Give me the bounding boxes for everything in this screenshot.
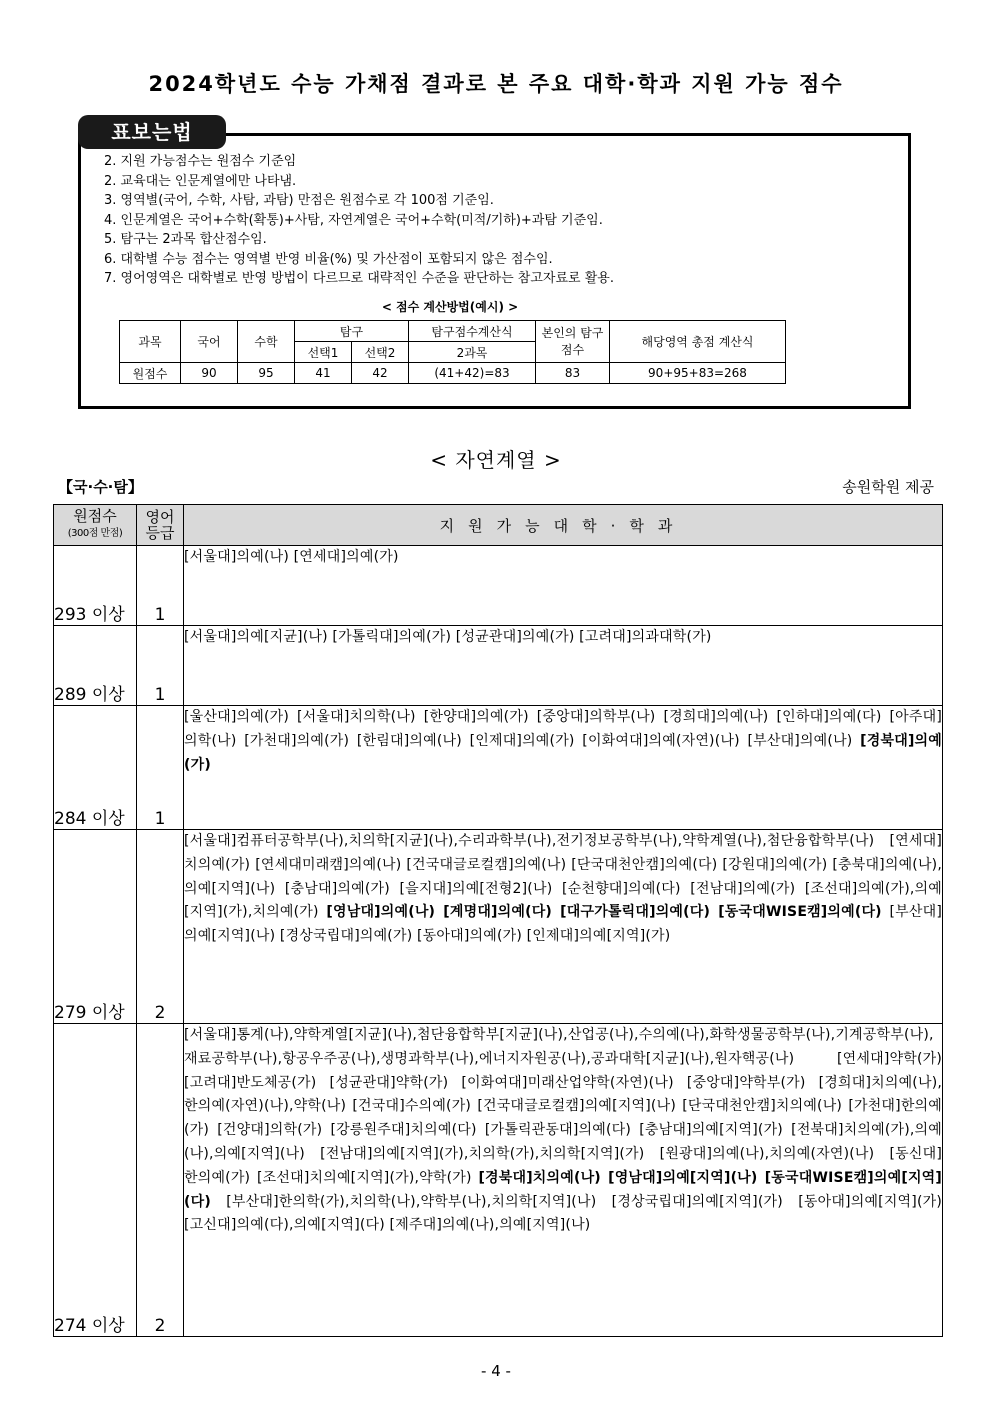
admission-table [53, 504, 943, 1337]
row-universities: [서울대]컴퓨터공학부(나),치의학[지균](나),수리과학부(나),전기정보공학부(나),약학계열(나),첨단융합학부(나) [연세대]치의예(가) [연세대미래캠]의예(나) [건국대글로컬캠]의예(나) [단국대천안캠]의예(다) [강원대]의예(가) [충북대]의예(나),의예[지역](나) [충남대]의예(가) [을지대]의예[전형2](나) [순천향대]의예(다) [전남대]의예(가) [조선대]의예(가),의예[지역](가),치의예(가) [영남대]의예(나) [계명대]의예(다) [대구가톨릭대]의예(다) [동국대WISE캠]의예(다) [부산대]의예[지역](나) [경상국립대]의예(가) [동아대]의예(가) [인제대]의예[지역](가) [184, 830, 943, 1024]
row-universities: [울산대]의예(가) [서울대]치의학(나) [한양대]의예(가) [중앙대]의학부(나) [경희대]의예(나) [인하대]의예(다) [아주대]의학(나) [가천대]의예(가) [한림대]의예(나) [인제대]의예(가) [이화여대]의예(자연)(나) [부산대]의예(나) [경북대]의예(가) [184, 706, 943, 830]
table-row [54, 706, 943, 830]
calc-h-korean: 국어 [181, 321, 238, 363]
row-score: 289 이상 [54, 626, 137, 706]
table-row [54, 830, 943, 1024]
row-grade: 2 [137, 1024, 184, 1337]
row-grade: 1 [137, 626, 184, 706]
row-grade: 2 [137, 830, 184, 1024]
calc-r-formula: (41+42)=83 [409, 363, 536, 384]
header-score: 원점수 (300점 만점) [54, 505, 137, 546]
calc-table [119, 320, 786, 384]
row-grade: 1 [137, 546, 184, 626]
guide-item: 2. 교육대는 인문계열에만 나타냄. [104, 173, 297, 189]
guide-item: 5. 탐구는 2과목 합산점수임. [104, 232, 267, 247]
calc-h-subject: 과목 [120, 321, 181, 363]
table-row [54, 1024, 943, 1337]
calc-r-own: 83 [536, 363, 610, 384]
page-title: 2024학년도 수능 가채점 결과로 본 주요 대학·학과 지원 가능 점수 [148, 72, 844, 96]
table-row [54, 626, 943, 706]
row-score: 274 이상 [54, 1024, 137, 1337]
page-number: - 4 - [481, 1362, 511, 1380]
guide-item: 2. 지원 가능점수는 원점수 기준임 [104, 154, 297, 169]
row-universities: [서울대]의예(나) [연세대]의예(가) [184, 546, 943, 626]
row-universities: [서울대]의예[지균](나) [가톨릭대]의예(가) [성균관대]의예(가) [고려대]의과대학(가) [184, 626, 943, 706]
calc-r-sel1: 41 [295, 363, 352, 384]
calc-r-math: 95 [238, 363, 295, 384]
row-score: 279 이상 [54, 830, 137, 1024]
calc-h-formula-sub: 2과목 [409, 342, 536, 363]
calc-title: < 점수 계산방법(예시) > [381, 300, 519, 314]
guide-item: 4. 인문계열은 국어+수학(확통)+사탐, 자연계열은 국어+수학(미적/기하)+과탐 기준임. [104, 212, 603, 228]
table-row [54, 546, 943, 626]
calc-r-sel2: 42 [352, 363, 409, 384]
calc-r-label: 원점수 [120, 363, 181, 384]
guide-item: 7. 영어영역은 대학별로 반영 방법이 다르므로 대략적인 수준을 판단하는 참고자료로 활용. [104, 271, 614, 286]
table-header [54, 505, 943, 546]
calc-h-math: 수학 [238, 321, 295, 363]
provider-label: 송원학원 제공 [842, 478, 934, 496]
row-grade: 1 [137, 706, 184, 830]
calc-h-formula: 탐구점수계산식 [409, 321, 536, 342]
guide-item: 6. 대학별 수능 점수는 영역별 반영 비율(%) 및 가산점이 포함되지 않은 점수임. [104, 251, 553, 267]
row-universities: [서울대]통계(나),약학계열[지균](나),첨단융합학부[지균](나),산업공(나),수의예(나),화학생물공학부(나),기계공학부(나),재료공학부(나),항공우주공(나),생명과학부(나),에너지자원공(나),공과대학[지균](나),원자핵공(나) [연세대]약학(가) [고려대]반도체공(가) [성균관대]약학(가) [이화여대]미래산업약학(자연)(나) [중앙대]약학부(가) [경희대]치의예(나),한의예(자연)(나),약학(나) [건국대]수의예(가) [건국대글로컬캠]의예[지역](나) [단국대천안캠]치의예(나) [가천대]한의예(가) [건양대]의학(가) [강릉원주대]치의예(다) [가톨릭관동대]의예(다) [충남대]의예[지역](가) [전북대]치의예(가),의예(나),의예[지역](나) [전남대]의예[지역](가),치의학(가),치의학[지역](가) [원광대]의예(나),치의예(자연)(나) [동신대]한의예(가) [조선대]치의예[지역](가),약학(가) [경북대]치의예(나) [영남대]의예[지역](나) [동국대WISE캠]의예[지역](다) [부산대]한의학(가),치의학(나),약학부(나),치의학[지역](나) [경상국립대]의예[지역](가) [동아대]의예[지역](가) [고신대]의예(다),의예[지역](다) [제주대]의예(나),의예[지역](나) [184, 1024, 943, 1337]
calc-h-own: 본인의 탐구점수 [536, 321, 610, 363]
header-english: 영어 등급 [137, 505, 184, 546]
subject-label: 【국·수·탐】 [58, 478, 143, 496]
guide-list [104, 152, 614, 289]
row-score: 284 이상 [54, 706, 137, 830]
calc-h-total: 해당영역 총점 계산식 [610, 321, 786, 363]
calc-r-total: 90+95+83=268 [610, 363, 786, 384]
calc-h-sel1: 선택1 [295, 342, 352, 363]
guide-item: 3. 영역별(국어, 수학, 사탐, 과탐) 만점은 원점수로 각 100점 기준임. [104, 193, 494, 208]
row-score: 293 이상 [54, 546, 137, 626]
calc-h-sel2: 선택2 [352, 342, 409, 363]
section-title: < 자연계열 > [430, 448, 562, 472]
header-main: 지원가능대학·학과 [184, 505, 943, 546]
guide-tab: 표보는법 [78, 115, 226, 149]
calc-h-inquiry: 탐구 [295, 321, 409, 342]
calc-r-korean: 90 [181, 363, 238, 384]
